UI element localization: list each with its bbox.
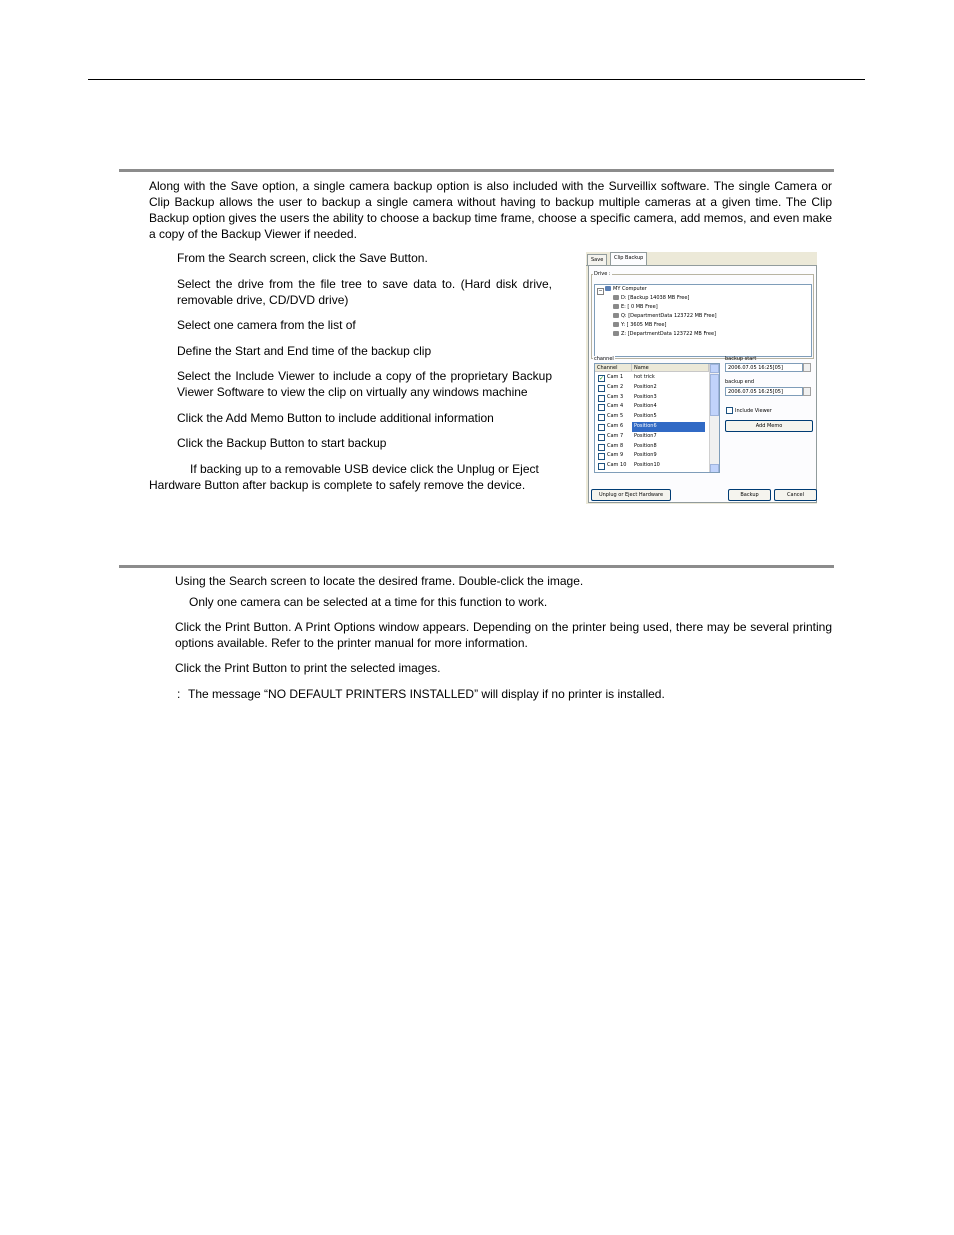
channel-group-label: channel <box>594 356 614 362</box>
backup-end-spinner[interactable] <box>803 387 811 396</box>
tree-item-my-computer[interactable] <box>605 285 647 294</box>
channel-checkbox[interactable] <box>598 385 605 392</box>
channel-cam: Cam 7 <box>607 432 624 439</box>
channel-name: Position3 <box>634 393 657 400</box>
channel-cam: Cam 2 <box>607 383 624 390</box>
channel-cam: Cam 8 <box>607 442 624 449</box>
tree-item-label: Z: [DepartmentData 123722 MB Free] <box>621 331 717 337</box>
channel-row[interactable] <box>595 412 709 422</box>
channel-cam: Cam 3 <box>607 393 624 400</box>
tree-item-drive-z[interactable] <box>613 330 716 339</box>
backup-start-label: backup start <box>725 356 757 362</box>
removable-drive-icon <box>613 304 619 309</box>
step-3: Select one camera from the list of <box>177 318 356 332</box>
channel-cam: Cam 10 <box>607 462 627 469</box>
step-4: Define the Start and End time of the backup clip <box>177 344 432 358</box>
tree-item-label: MY Computer <box>613 286 647 292</box>
backup-button[interactable]: Backup <box>728 489 771 501</box>
step-6: Click the Add Memo Button to include additional information <box>177 411 494 425</box>
channel-row[interactable] <box>595 442 709 452</box>
unplug-eject-hardware-button[interactable]: Unplug or Eject Hardware <box>591 489 671 501</box>
channel-name: hot trick <box>634 374 655 380</box>
channel-name: Position9 <box>634 452 657 459</box>
channel-name: Position5 <box>634 413 657 420</box>
channel-row[interactable] <box>595 373 709 383</box>
include-viewer-label: Include Viewer <box>735 408 772 414</box>
channel-row[interactable] <box>595 383 709 393</box>
hard-drive-icon <box>613 295 619 300</box>
step-2: Select the drive from the file tree to save data to. (Hard disk drive, removable drive, CD/DVD drive) <box>177 277 552 307</box>
print-step-1-note: Only one camera can be selected at a time for this function to work. <box>189 595 548 609</box>
channel-cam: Cam 1 <box>607 374 624 380</box>
clip-backup-dialog <box>586 252 817 504</box>
channel-cam: Cam 5 <box>607 413 624 420</box>
tree-item-label: Y: [ 3605 MB Free] <box>621 322 667 328</box>
drive-tree[interactable] <box>594 284 812 357</box>
step-7: Click the Backup Button to start backup <box>177 436 387 450</box>
channel-row[interactable] <box>595 393 709 403</box>
channel-name: Position4 <box>634 403 657 410</box>
channel-checkbox[interactable] <box>598 414 605 421</box>
tree-item-drive-q[interactable] <box>613 312 717 321</box>
channel-row[interactable] <box>595 422 709 432</box>
tree-item-drive-e[interactable] <box>613 303 658 312</box>
channel-cam: Cam 4 <box>607 403 624 410</box>
channel-checkbox[interactable] <box>598 434 605 441</box>
network-drive-icon <box>613 313 619 318</box>
usb-note-line2: Hardware Button after backup is complete to safely remove the device. <box>149 478 526 492</box>
clip-backup-panel <box>588 266 817 503</box>
print-step-2: Click the Print Button. A Print Options window appears. Depending on the printer being used, there may be several printing options available. Refer to the printer manual for more information. <box>175 620 832 650</box>
include-viewer-checkbox[interactable] <box>726 407 733 414</box>
channel-row[interactable] <box>595 402 709 412</box>
tree-item-label: Q: [DepartmentData 123722 MB Free] <box>621 313 717 319</box>
tree-item-drive-y[interactable] <box>613 321 666 330</box>
column-header-name[interactable]: Name <box>632 364 709 372</box>
print-step-3: Click the Print Button to print the selected images. <box>175 661 441 675</box>
backup-start-input[interactable]: 2006.07.05 16:25[05] <box>725 363 803 372</box>
network-drive-icon <box>613 322 619 327</box>
scroll-up-button[interactable] <box>710 364 719 373</box>
tab-save[interactable]: Save <box>587 254 607 266</box>
tree-item-label: D: [Backup 14038 MB Free] <box>621 295 690 301</box>
channel-name: Position2 <box>634 383 657 390</box>
channel-name: Position8 <box>634 442 657 449</box>
tree-item-drive-d[interactable] <box>613 294 689 303</box>
scroll-thumb[interactable] <box>710 374 719 416</box>
step-1: From the Search screen, click the Save Button. <box>177 251 428 265</box>
add-memo-button[interactable]: Add Memo <box>725 420 813 432</box>
channel-checkbox[interactable] <box>598 404 605 411</box>
clip-backup-intro: Along with the Save option, a single camera backup option is also included with the Surveillix software. The single Camera or Clip Backup allows the user to backup a single camera without having to backup multiple cameras at a given time. The Clip Backup option gives the users the ability to choose a backup time frame, choose a specific camera, add memos, and even make a copy of the Backup Viewer if needed. <box>149 179 832 241</box>
channel-name: Position10 <box>634 462 660 469</box>
channel-checkbox[interactable] <box>598 444 605 451</box>
header-rule <box>88 79 865 80</box>
tree-collapse-toggle[interactable]: − <box>598 288 603 294</box>
backup-start-spinner[interactable] <box>803 363 811 372</box>
backup-end-label: backup end <box>725 379 755 385</box>
channel-checkbox[interactable] <box>598 463 605 470</box>
tab-clip-backup[interactable]: Clip Backup <box>610 252 647 266</box>
drive-label: Drive : <box>594 271 611 277</box>
print-step-1: Using the Search screen to locate the desired frame. Double-click the image. <box>175 574 584 588</box>
column-header-channel[interactable]: Channel <box>595 364 632 372</box>
tree-item-label: E: [ 0 MB Free] <box>621 304 658 310</box>
computer-icon <box>605 286 611 291</box>
scroll-down-button[interactable] <box>710 464 719 473</box>
print-note: The message “NO DEFAULT PRINTERS INSTALLED” will display if no printer is installed. <box>188 687 665 701</box>
channel-cam: Cam 9 <box>607 452 624 459</box>
cancel-button[interactable]: Cancel <box>774 489 817 501</box>
channel-checkbox[interactable] <box>598 395 605 402</box>
section-divider-clip-backup <box>119 169 834 172</box>
print-note-colon: : <box>177 687 181 701</box>
channel-checkbox[interactable] <box>598 453 605 460</box>
backup-end-input[interactable]: 2006.07.05 16:25[05] <box>725 387 803 396</box>
channel-row[interactable] <box>595 432 709 442</box>
channel-row[interactable] <box>595 461 709 471</box>
channel-checkbox[interactable] <box>598 375 605 382</box>
channel-checkbox[interactable] <box>598 424 605 431</box>
channel-row[interactable] <box>595 451 709 461</box>
channel-name: Position6 <box>632 422 705 432</box>
channel-list[interactable] <box>594 363 720 473</box>
channel-name: Position7 <box>634 432 657 439</box>
channel-list-scrollbar[interactable] <box>709 364 719 472</box>
channel-cam: Cam 6 <box>607 423 624 429</box>
section-divider-print <box>119 565 834 568</box>
usb-note-line1: If backing up to a removable USB device click the Unplug or Eject <box>190 462 539 476</box>
network-drive-icon <box>613 331 619 336</box>
step-5: Select the Include Viewer to include a copy of the proprietary Backup Viewer Software to view the clip on virtually any windows machine <box>177 369 552 399</box>
